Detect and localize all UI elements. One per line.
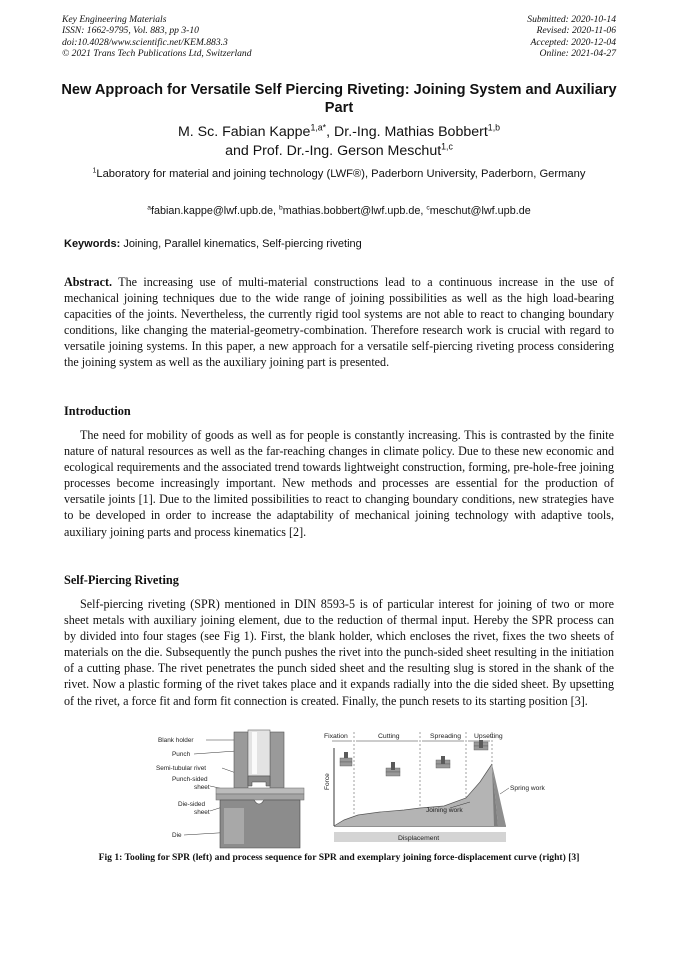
label-punch: Punch [172, 751, 191, 758]
label-semi-tubular-rivet: Semi-tubular rivet [156, 765, 207, 772]
y-axis-label: Force [324, 773, 331, 790]
dates-info [527, 14, 616, 60]
label-sheet-2: sheet [194, 809, 210, 816]
figure-caption: Fig 1: Tooling for SPR (left) and process sequence for SPR and exemplary joining force-displacement curve (right) [3] [98, 852, 580, 863]
phase-fixation: Fixation [324, 733, 348, 740]
abstract-text: The increasing use of multi-material constructions lead to a continuous increase in the use of mechanical joining techniques due to the wide range of joining possibilities as well as the high load-bearing capacities of the joints. Nevertheless, the currently rigid tool systems are not able to react to changing boundary conditions, like changing the material-geometry-combination. Therefore research work is crucial with regard to versatile joining systems. In this paper, a new approach for a versatile self-piercing riveting process considering the joining system as well as the auxiliary joining part is presented. [64, 275, 614, 370]
phase-spreading: Spreading [430, 733, 461, 740]
submitted-date: Submitted: 2020-10-14 [527, 14, 616, 25]
x-axis-label: Displacement [398, 835, 440, 842]
author-sup: 1,c [441, 141, 453, 152]
email-link[interactable]: meschut@lwf.upb.de [429, 205, 531, 217]
abstract [64, 274, 614, 371]
phase-upsetting: Upsetting [474, 733, 503, 740]
introduction-heading: Introduction [64, 404, 131, 418]
accepted-date: Accepted: 2020-12-04 [530, 36, 616, 48]
email-link[interactable]: mathias.bobbert@lwf.upb.de, [282, 205, 424, 217]
introduction-text: The need for mobility of goods as well as for people is constantly increasing. This is contrasted by the finite nature of natural resources as well as the far-reaching changes in climate policy. Due to these new economic and ecological requirements and the associated trend towards lightweight construction, forming, pre-hole-free joining processes become increasingly important. New methods and processes are essential for the production of versatile joints [1]. Due to the limited possibilities to react to changing boundary conditions, new strategies have to be developed in order to increase the adaptability of mechanical joining technology with adaptive tools, auxiliary joining parts and process kinematics [2]. [64, 428, 614, 539]
label-die-sided: Die-sided [178, 801, 205, 808]
keywords [64, 238, 616, 250]
journal-info [62, 14, 252, 60]
copyright: © 2021 Trans Tech Publications Ltd, Switzerland [62, 48, 252, 60]
figure-1-svg [154, 728, 558, 850]
label-spring-work: Spring work [510, 785, 545, 792]
author-sup: 1,b [487, 122, 501, 133]
email-link[interactable]: fabian.kappe@lwf.upb.de, [151, 205, 277, 217]
author-sup: 1,a* [310, 122, 327, 133]
phase-cutting: Cutting [378, 733, 400, 740]
spr-heading: Self-Piercing Riveting [64, 573, 179, 587]
spr-body [64, 596, 614, 709]
label-sheet-1: sheet [194, 784, 210, 791]
label-die: Die [172, 832, 182, 839]
label-punch-sided: Punch-sided [172, 776, 208, 783]
author-bobbert: Dr.-Ing. Mathias Bobbert [334, 124, 488, 140]
tooling-schematic [156, 730, 304, 848]
introduction-body [64, 427, 614, 540]
issn: ISSN: 1662-9795, Vol. 883, pp 3-10 [62, 25, 199, 37]
affiliation: $^1$Laboratory for material and joining technology (LWF®), Paderborn University, Paderborn, Germany [92, 167, 586, 180]
author-meschut: and Prof. Dr.-Ing. Gerson Meschut [225, 143, 442, 159]
journal-name: Key Engineering Materials [62, 14, 167, 25]
revised-date: Revised: 2020-11-06 [536, 25, 616, 37]
label-joining-work: Joining work [426, 807, 463, 814]
authors: M. Sc. Fabian Kappe$^{1,a*}$, Dr.-Ing. Mathias Bobbert$^{1,b}$ and Prof. Dr.-Ing. Gerson Meschut$^{1,c}$ [177, 122, 501, 159]
author-kappe: M. Sc. Fabian Kappe [177, 124, 311, 140]
keywords-label: Keywords: [64, 238, 121, 250]
spr-text: Self-piercing riveting (SPR) mentioned in DIN 8593-5 is of particular interest for joining of two or more sheet metals with auxiliary joining element, due to the reduction of thermal input. Hereby the SPR process can by divided into four stages (see Fig 1). First, the blank holder, which encloses the rivet, fixes the two sheets of materials on the die. Subsequently the punch pushes the rivet into the punch-sided sheet resulting in the initiation of a cutting phase. The rivet penetrates the punch sided sheet and the resulting slug is stored in the shank of the rivet. Now a plastic forming of the rivet takes place and it expands radially into the die sided sheet. By upsetting of the rivet, a force fit and form fit connection is created. Finally, the punch resets to its starting position [3]. [64, 597, 614, 708]
doi: doi:10.4028/www.scientific.net/KEM.883.3 [62, 36, 228, 48]
abstract-label: Abstract. [64, 275, 113, 289]
label-blank-holder: Blank holder [158, 737, 194, 744]
figure-1 [154, 728, 558, 850]
online-date: Online: 2021-04-27 [539, 48, 616, 60]
emails: $^a$fabian.kappe@lwf.upb.de, $^b$mathias.bobbert@lwf.upb.de, $^c$meschut@lwf.upb.de [147, 204, 531, 217]
force-displacement-chart [324, 732, 546, 842]
paper-title: New Approach for Versatile Self Piercing Riveting: Joining System and Auxiliary Part [61, 82, 617, 116]
keywords-text: Joining, Parallel kinematics, Self-piercing riveting [123, 238, 362, 250]
